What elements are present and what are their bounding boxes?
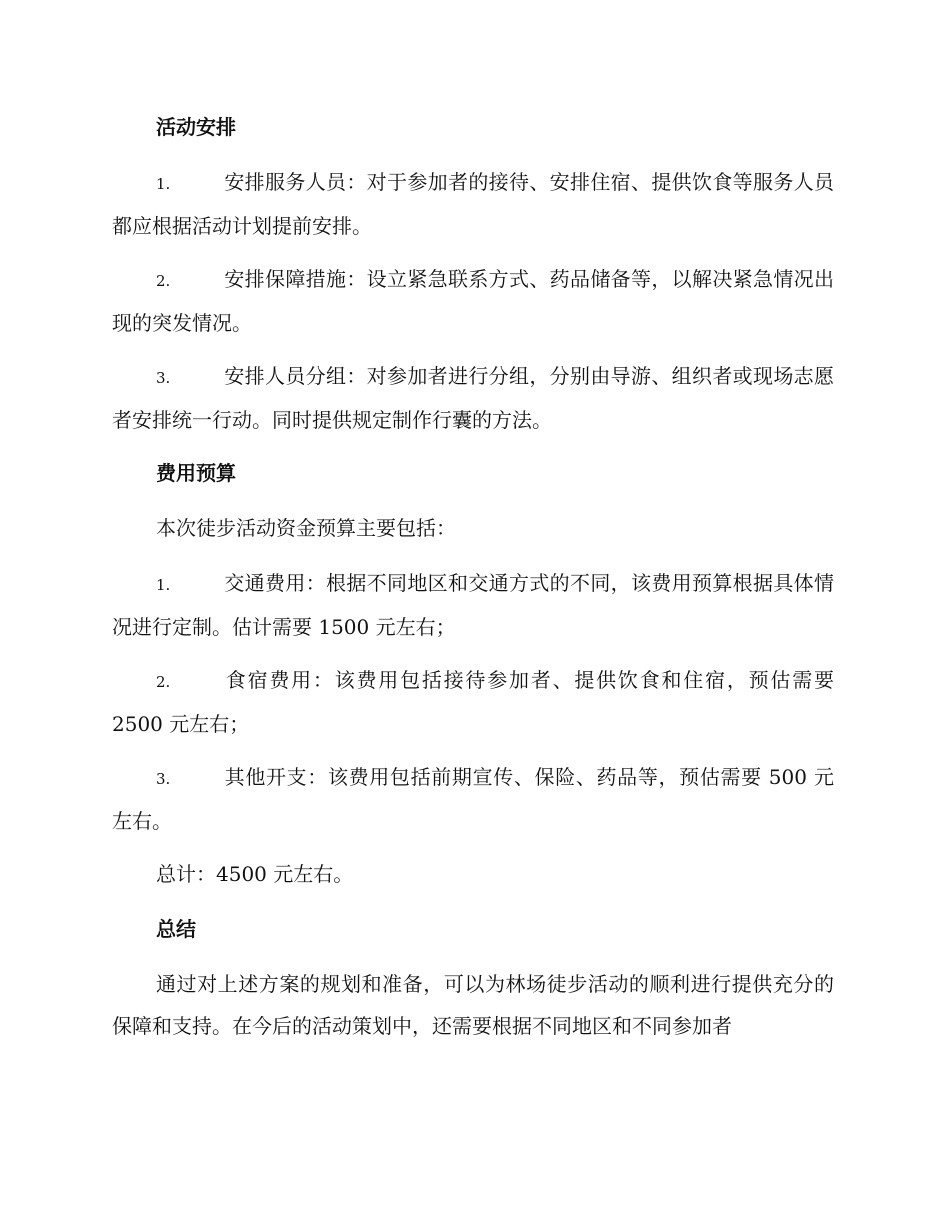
list-item-number: 2. <box>156 272 171 290</box>
list-item-text: 食宿费用：该费用包括接待参加者、提供饮食和住宿，预估需要 2500 元左右； <box>112 668 834 736</box>
list-item-text: 安排服务人员：对于参加者的接待、安排住宿、提供饮食等服务人员都应根据活动计划提前安排。 <box>112 170 834 238</box>
list-item-text: 交通费用：根据不同地区和交通方式的不同，该费用预算根据具体情况进行定制。估计需要 1500 元左右； <box>112 571 834 639</box>
list-item-number: 1. <box>156 175 171 193</box>
list-item <box>112 756 834 842</box>
list-item-number: 2. <box>156 673 171 691</box>
section-heading-budget: 费用预算 <box>156 461 236 485</box>
list-item <box>112 562 834 648</box>
list-item <box>112 161 834 247</box>
section-heading-summary: 总结 <box>156 917 196 941</box>
summary-paragraph: 通过对上述方案的规划和准备，可以为林场徒步活动的顺利进行提供充分的保障和支持。在今后的活动策划中，还需要根据不同地区和不同参加者 <box>112 972 834 1038</box>
list-item-number: 3. <box>156 369 171 387</box>
budget-intro: 本次徒步活动资金预算主要包括： <box>156 516 456 540</box>
budget-total: 总计：4500 元左右。 <box>156 862 354 886</box>
list-item-number: 1. <box>156 576 171 594</box>
list-item-text: 安排保障措施：设立紧急联系方式、药品储备等，以解决紧急情况出现的突发情况。 <box>112 267 834 335</box>
list-item <box>112 659 834 745</box>
list-item <box>112 258 834 344</box>
section-heading-arrangement: 活动安排 <box>156 115 236 139</box>
list-item-number: 3. <box>156 770 171 788</box>
list-item-text: 其他开支：该费用包括前期宣传、保险、药品等，预估需要 500 元左右。 <box>112 765 834 833</box>
list-item <box>112 355 834 441</box>
list-item-text: 安排人员分组：对参加者进行分组，分别由导游、组织者或现场志愿者安排统一行动。同时提供规定制作行囊的方法。 <box>112 364 834 432</box>
